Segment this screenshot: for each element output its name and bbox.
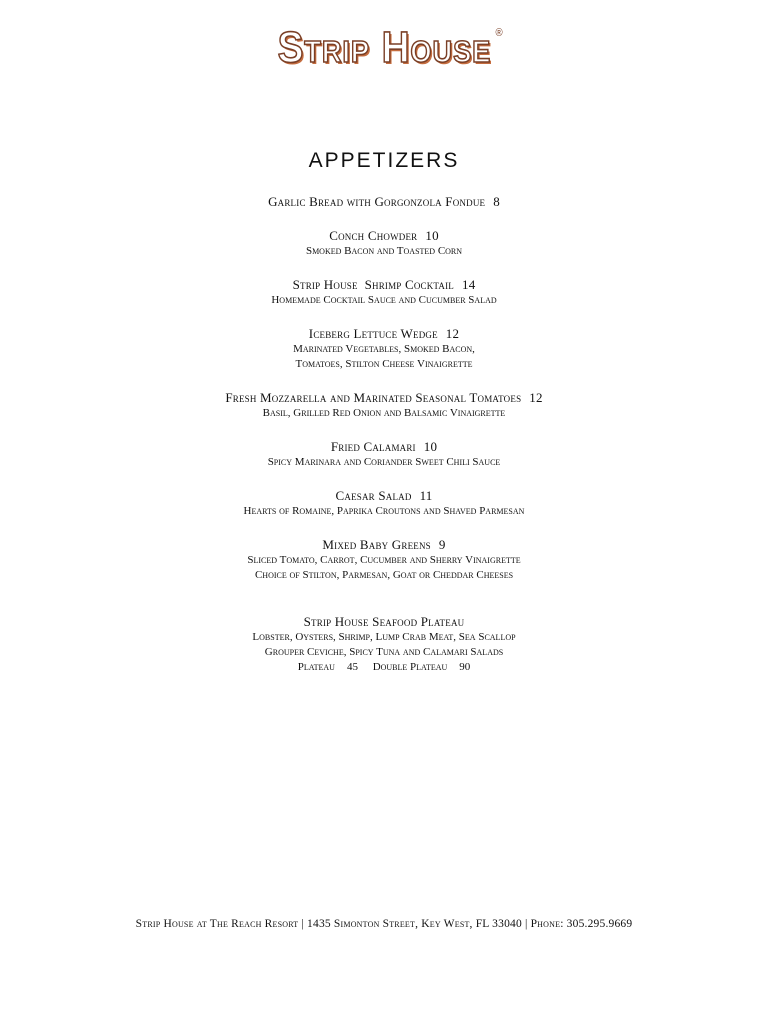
item-name: Fried Calamari [330, 439, 416, 454]
menu-item [0, 227, 768, 259]
plateau-description: Lobster, Oysters, Shrimp, Lump Crab Meat, Sea Scallop [252, 631, 516, 643]
menu-item [0, 325, 768, 372]
item-name: Fresh Mozzarella and Marinated Seasonal Tomatoes [225, 390, 522, 405]
plateau-double-label: Double Plateau [372, 661, 448, 673]
menu-item [0, 536, 768, 583]
footer-address: Strip House at The Reach Resort | 1435 Simonton Street, Key West, FL 33040 | Phone: 305.295.9669 [135, 918, 633, 930]
item-name: Mixed Baby Greens [322, 537, 431, 552]
item-name-line [0, 536, 768, 553]
item-price: 14 [462, 277, 476, 292]
item-description: Hearts of Romaine, Paprika Croutons and Shaved Parmesan [243, 505, 525, 517]
menu-item [0, 438, 768, 470]
strip-house-logo [277, 23, 504, 72]
plateau-prices [0, 660, 768, 675]
registered-mark: ® [495, 27, 504, 39]
plateau-single-label: Plateau [297, 661, 335, 673]
item-name: Iceberg Lettuce Wedge [308, 326, 438, 341]
item-name: Conch Chowder [329, 228, 418, 243]
item-description: Tomatoes, Stilton Cheese Vinaigrette [295, 358, 473, 370]
item-name-line [0, 487, 768, 504]
menu-item [0, 389, 768, 421]
item-description: Spicy Marinara and Coriander Sweet Chili Sauce [267, 456, 501, 468]
item-price: 10 [425, 228, 439, 243]
item-description: Choice of Stilton, Parmesan, Goat or Cheddar Cheeses [254, 569, 514, 581]
appetizer-menu [0, 193, 768, 675]
plateau-name: Strip House Seafood Plateau [303, 614, 465, 629]
item-price: 11 [419, 488, 433, 503]
plateau-double-price: 90 [459, 661, 471, 673]
item-price: 12 [445, 326, 460, 341]
logo-text: Strip House [277, 23, 491, 72]
item-name: Caesar Salad [335, 488, 412, 503]
logo-area [0, 23, 768, 72]
item-name-line [0, 227, 768, 244]
menu-item [0, 193, 768, 210]
plateau-single-price: 45 [346, 661, 358, 673]
item-price: 12 [529, 390, 543, 405]
item-description: Homemade Cocktail Sauce and Cucumber Salad [271, 294, 497, 306]
item-description: Marinated Vegetables, Smoked Bacon, [293, 343, 475, 355]
seafood-plateau-item [0, 613, 768, 675]
item-name: Garlic Bread with Gorgonzola Fondue [268, 194, 486, 209]
item-name-line [0, 276, 768, 293]
menu-item [0, 276, 768, 308]
item-name-line [0, 389, 768, 406]
item-name: Strip House Shrimp Cocktail [292, 277, 454, 292]
item-description: Smoked Bacon and Toasted Corn [305, 245, 463, 257]
item-price: 8 [493, 194, 500, 209]
section-title: APPETIZERS [308, 149, 460, 172]
item-description: Sliced Tomato, Carrot, Cucumber and Sherry Vinaigrette [247, 554, 521, 566]
plateau-description: Grouper Ceviche, Spicy Tuna and Calamari Salads [264, 646, 504, 658]
item-name-line [0, 325, 768, 342]
item-price: 9 [438, 537, 446, 552]
menu-item [0, 487, 768, 519]
item-name-line [0, 438, 768, 455]
item-price: 10 [423, 439, 438, 454]
item-description: Basil, Grilled Red Onion and Balsamic Vinaigrette [262, 407, 506, 419]
item-name-line [0, 193, 768, 210]
